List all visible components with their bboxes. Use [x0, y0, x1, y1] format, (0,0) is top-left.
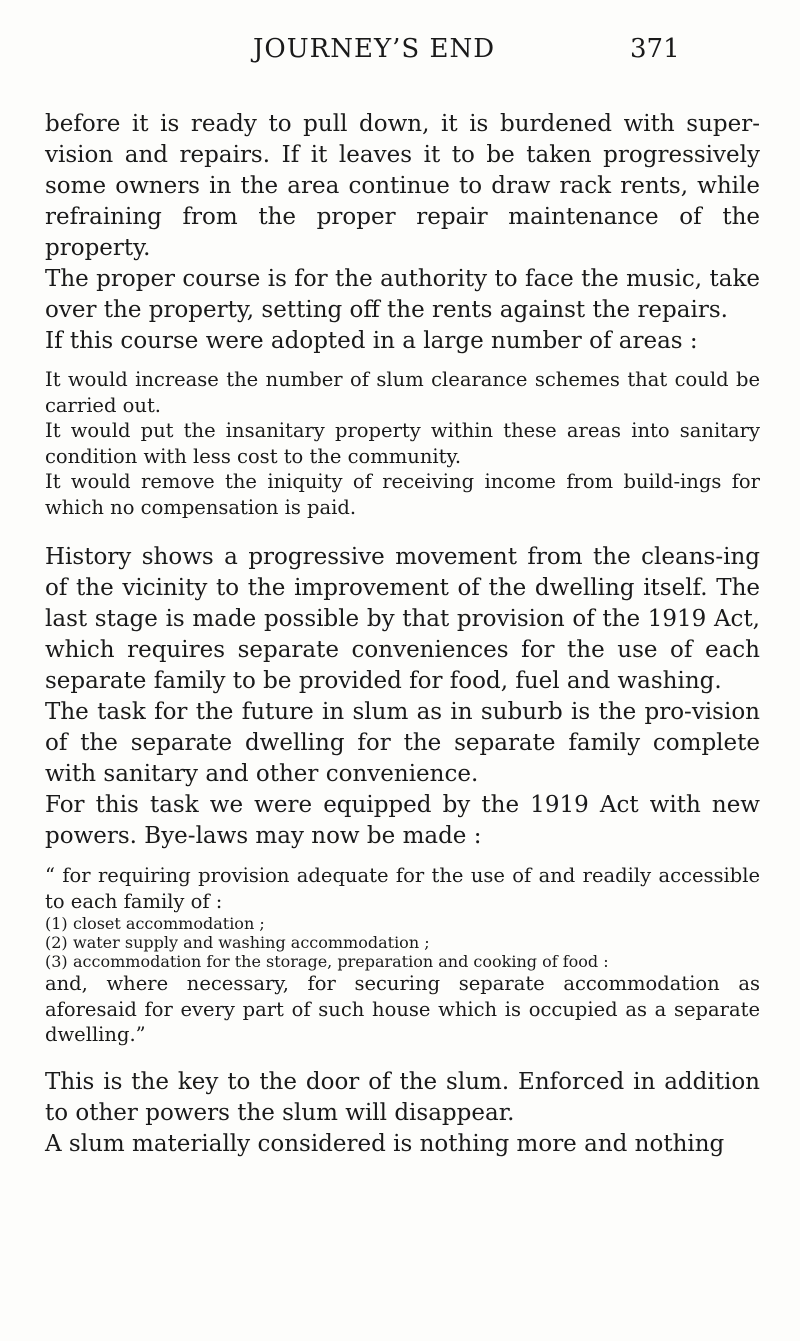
list-text: water supply and washing accommodation ; [73, 933, 430, 952]
consequence-item: It would increase the number of slum clearance schemes that could be carried out. [45, 368, 760, 417]
paragraph: If this course were adopted in a large number of areas : [45, 328, 698, 354]
quote-list-item [45, 933, 760, 952]
list-number: (3) [45, 952, 68, 971]
paragraph: The proper course is for the authority to face the music, take over the property, setting off the rents against the repairs. [45, 266, 760, 323]
page-body [45, 109, 760, 1160]
consequence-item: It would put the insanitary property within these areas into sanitary condition with less cost to the community. [45, 419, 760, 468]
quote-list-item [45, 914, 760, 933]
consequences-list [45, 367, 760, 520]
page-header [0, 30, 800, 70]
running-title: JOURNEY’S END [253, 34, 496, 64]
quote-list-item [45, 952, 760, 971]
quote-closing: and, where necessary, for securing separate accommodation as aforesaid for every part of such house which is occupied as a separate dwelling.” [45, 972, 760, 1046]
paragraph: The task for the future in slum as in suburb is the pro-vision of the separate dwelling for the separate family complete with sanitary and other convenience. [45, 699, 760, 787]
page-number: 371 [630, 34, 680, 64]
quote-intro: “ for requiring provision adequate for the use of and readily accessible to each family of : [45, 864, 760, 913]
paragraph: History shows a progressive movement from the cleans-ing of the vicinity to the improvement of the dwelling itself. The last stage is made possible by that provision of the 1919 Act, which requires separate conveniences for the use of each separate family to be provided for food, fuel and washing. [45, 544, 760, 694]
paragraph: before it is ready to pull down, it is burdened with super-vision and repairs. If it leaves it to be taken progressively some owners in the area continue to draw rack rents, while refraining from the proper repair maintenance of the property. [45, 111, 760, 261]
list-text: accommodation for the storage, preparation and cooking of food : [73, 952, 609, 971]
paragraph: This is the key to the door of the slum. Enforced in addition to other powers the slum will disappear. [45, 1068, 760, 1126]
list-number: (1) [45, 914, 68, 933]
opening-section [45, 109, 760, 357]
history-section [45, 542, 760, 852]
list-text: closet accommodation ; [73, 914, 265, 933]
closing-section [45, 1067, 760, 1160]
list-number: (2) [45, 933, 68, 952]
consequence-item: It would remove the iniquity of receiving income from build-ings for which no compensation is paid. [45, 470, 760, 519]
bye-law-quote [45, 863, 760, 1048]
paragraph: A slum materially considered is nothing more and nothing [45, 1130, 725, 1157]
paragraph: For this task we were equipped by the 1919 Act with new powers. Bye-laws may now be made : [45, 792, 760, 849]
